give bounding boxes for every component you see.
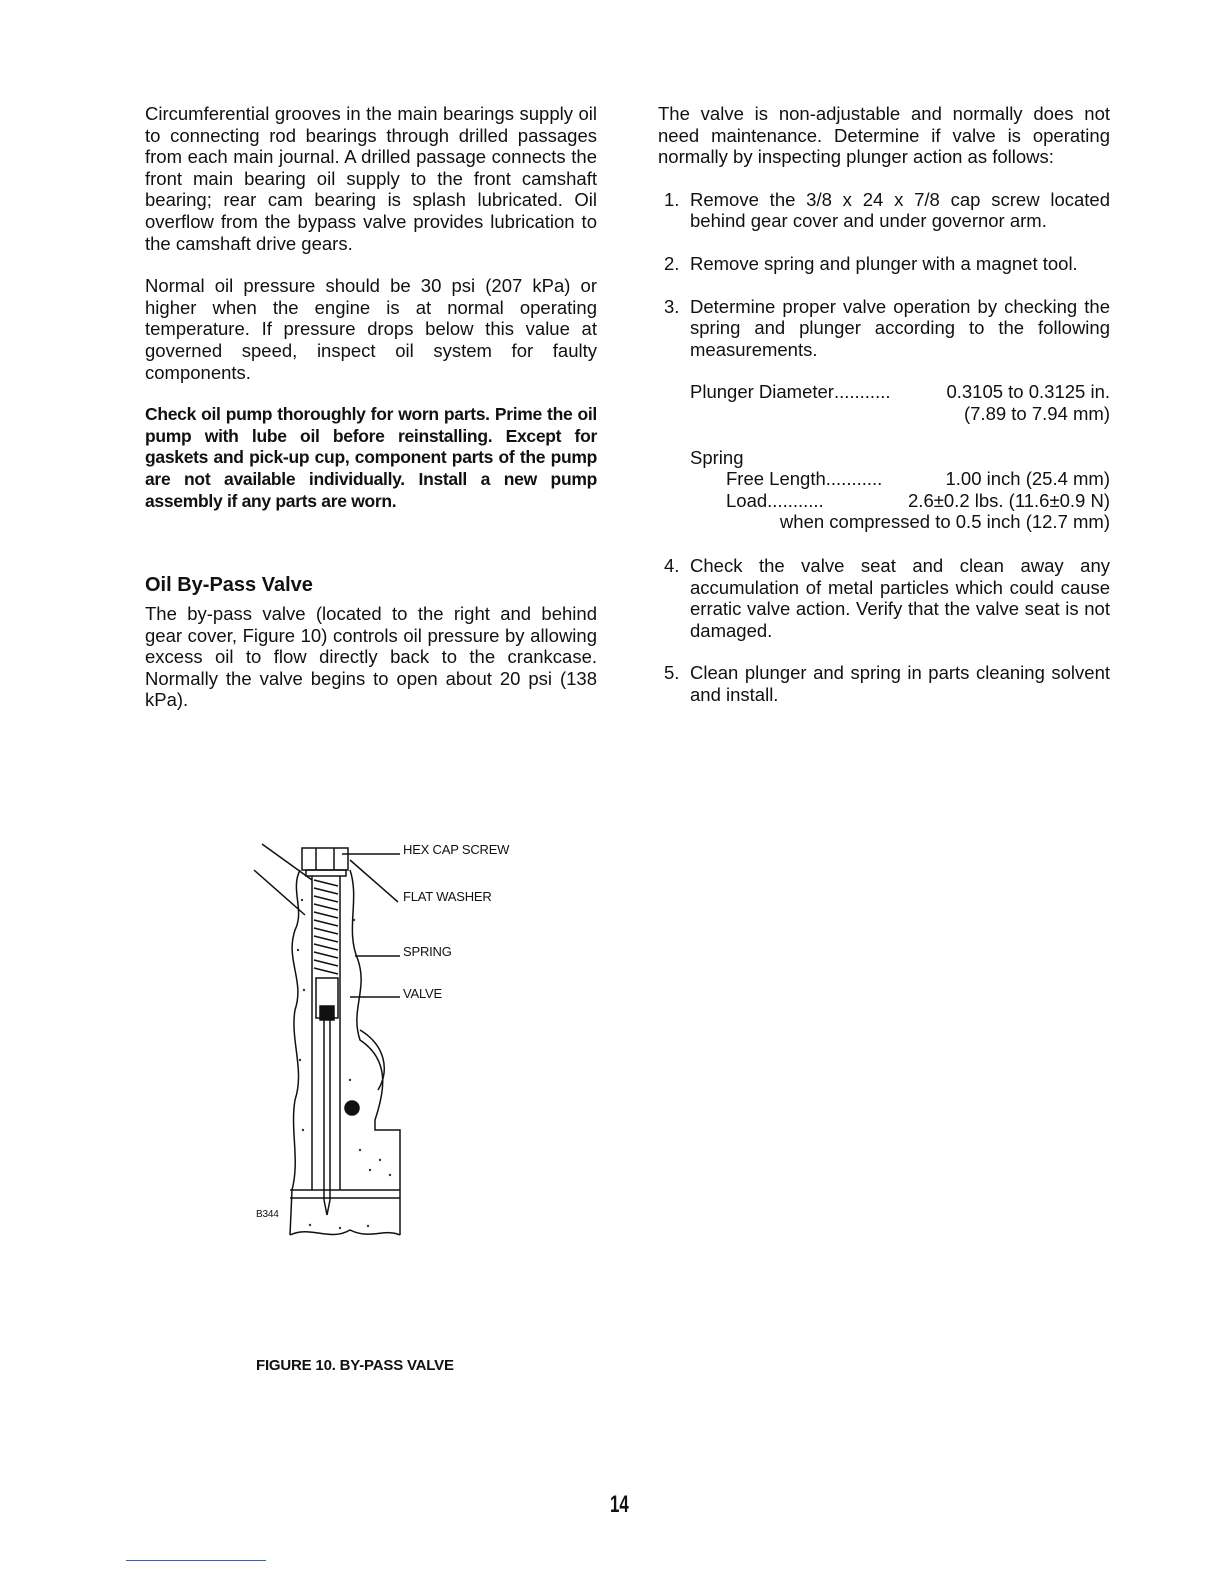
step-number: 4. (664, 554, 680, 576)
step-text: Clean plunger and spring in parts cleaning solvent and install. (690, 662, 1110, 705)
spec-load-note: when compressed to 0.5 inch (12.7 mm) (779, 511, 1110, 533)
step-item (658, 253, 1110, 275)
spec-plunger-label: Plunger Diameter (690, 381, 834, 403)
label-valve: VALVE (403, 986, 442, 1001)
step-item (658, 555, 1110, 641)
step-text: Determine proper valve operation by checking the spring and plunger according to the following measurements. (690, 295, 1110, 360)
label-flat-washer: FLAT WASHER (403, 889, 492, 904)
step-item (658, 296, 1110, 361)
right-column (658, 103, 1110, 726)
label-spring: SPRING (403, 944, 452, 959)
step-text: Remove the 3/8 x 24 x 7/8 cap screw located behind gear cover and under governor arm. (690, 188, 1110, 232)
spec-load-value: 2.6±0.2 lbs. (11.6±0.9 N) (908, 489, 1110, 511)
step-item (658, 662, 1110, 705)
paragraph-oil-pump: Check oil pump thoroughly for worn parts. Prime the oil pump with lube oil before reinstalling. Except for gaskets and pick-up cup, component parts of the pump are not available individually. Install a new pump assembly if any parts are worn. (145, 404, 597, 511)
procedure-steps (658, 189, 1110, 361)
footer-rule (126, 1560, 266, 1561)
spec-load-label: Load (726, 489, 768, 511)
spec-leader-dots: ........... (767, 489, 824, 511)
step-item (658, 189, 1110, 232)
bypass-valve-figure (250, 830, 550, 1250)
paragraph-oil-pressure: Normal oil pressure should be 30 psi (207 kPa) or higher when the engine is at normal operating temperature. If pressure drops below this value at governed speed, inspect oil system for faulty components. (145, 275, 597, 383)
spec-free-length-value: 1.00 inch (25.4 mm) (945, 468, 1110, 490)
spec-plunger-metric: (7.89 to 7.94 mm) (963, 402, 1110, 424)
bypass-valve-illustration (250, 830, 550, 1250)
paragraph-bypass-valve: The by-pass valve (located to the right and behind gear cover, Figure 10) controls oil pressure by allowing excess oil to flow directly back to the crankcase. Normally the valve begins to open about 20 psi (138 kPa). (145, 603, 597, 711)
step-number: 1. (664, 188, 680, 210)
paragraph-valve-intro: The valve is non-adjustable and normally does not need maintenance. Determine if valve is operating normally by inspecting plunger action as follows: (658, 103, 1110, 168)
spec-plunger-line (690, 381, 1110, 403)
spec-plunger (690, 381, 1110, 424)
spec-plunger-value: 0.3105 to 0.3125 in. (946, 381, 1110, 403)
figure-caption: FIGURE 10. BY-PASS VALVE (256, 1357, 454, 1374)
step-number: 5. (664, 662, 680, 684)
page-number: 14 (610, 1491, 629, 1518)
spec-leader-dots: ........... (825, 468, 883, 490)
step-number: 2. (664, 252, 680, 274)
step-number: 3. (664, 295, 680, 317)
procedure-steps-continued (658, 555, 1110, 706)
step-text: Check the valve seat and clean away any accumulation of metal particles which could cause erratic valve action. Verify that the valve seat is not damaged. (690, 554, 1110, 641)
left-column (145, 103, 597, 533)
spec-free-length-label: Free Length (726, 468, 826, 490)
label-hex-cap-screw: HEX CAP SCREW (403, 842, 510, 857)
spec-spring (690, 447, 1110, 533)
spec-load-line (726, 490, 1110, 512)
paragraph-main-bearings: Circumferential grooves in the main bearings supply oil to connecting rod bearings through drilled passages from each main journal. A drilled passage connects the front main bearing oil supply to the front camshaft bearing; rear cam bearing is splash lubricated. Oil overflow from the bypass valve provides lubrication to the camshaft drive gears. (145, 103, 597, 254)
spec-spring-label: Spring (690, 446, 744, 468)
step-text: Remove spring and plunger with a magnet tool. (690, 252, 1078, 274)
section-heading-bypass-valve: Oil By-Pass Valve (145, 574, 313, 596)
spec-leader-dots: ........... (833, 381, 891, 403)
figure-code: B344 (256, 1209, 279, 1220)
spec-free-length-line (726, 468, 1110, 490)
